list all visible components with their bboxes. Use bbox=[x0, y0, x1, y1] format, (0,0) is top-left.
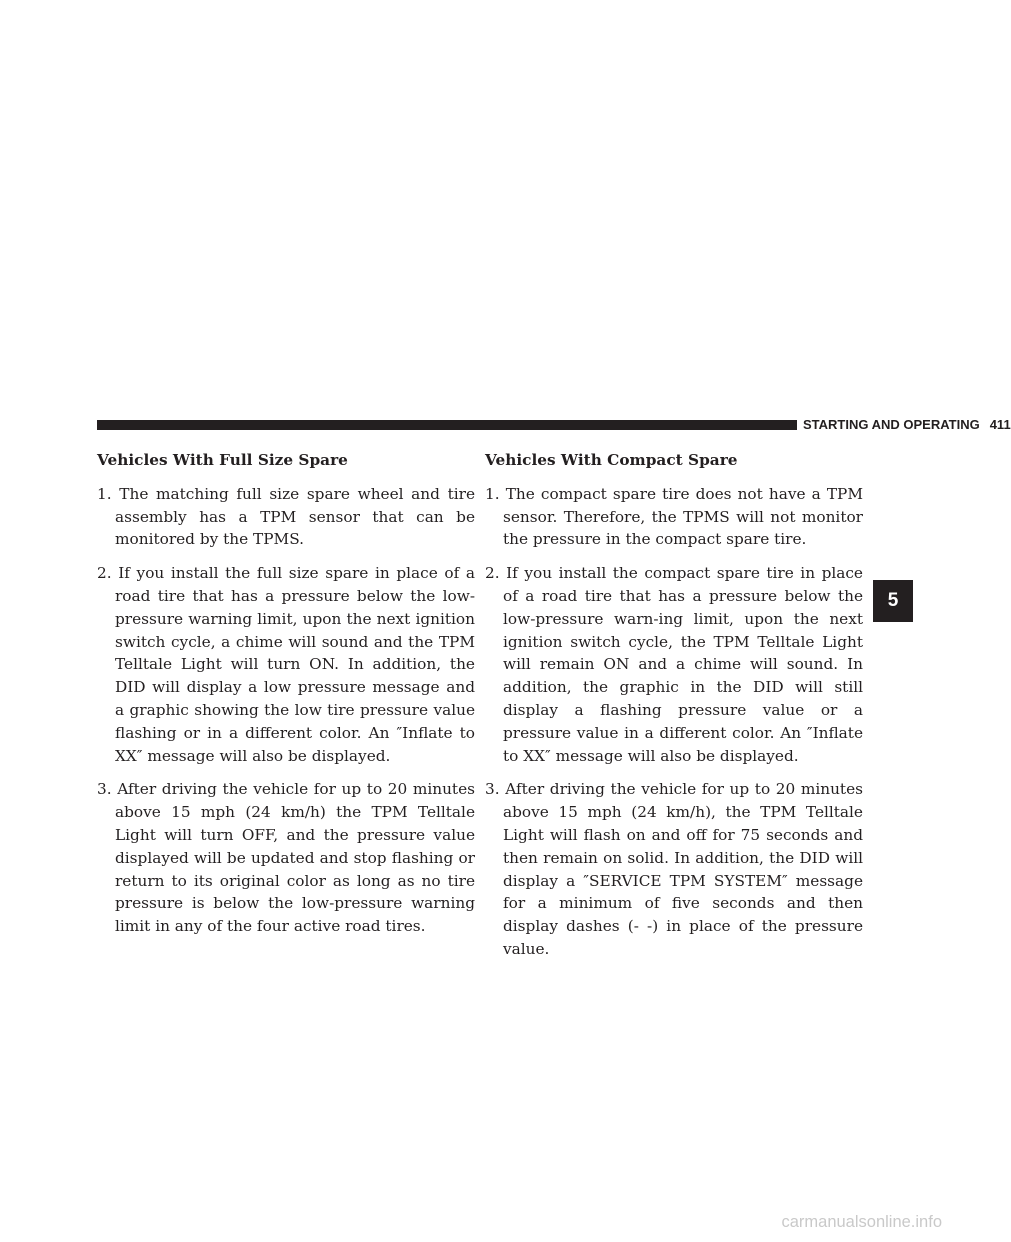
left-column bbox=[97, 449, 475, 949]
compact-spare-list bbox=[485, 483, 863, 961]
list-item bbox=[97, 483, 475, 551]
item-number: 1. bbox=[97, 484, 112, 503]
page-number: 411 bbox=[989, 417, 1011, 432]
list-item bbox=[97, 778, 475, 938]
item-text: If you install the full size spare in place of a road tire that has a pressure below the low-pressure warning limit, upon the next ignition switch cycle, a chime will sound and the TPM Telltale Light will turn ON. In addition, the DID will display a low pressure message and a graphic showing the low tire pressure value flashing or in a different color. An ″Inflate to XX″ message will also be displayed. bbox=[115, 564, 475, 765]
header-rule-bar bbox=[97, 420, 797, 430]
right-column bbox=[485, 449, 863, 972]
list-item bbox=[97, 562, 475, 767]
full-size-spare-heading: Vehicles With Full Size Spare bbox=[97, 451, 348, 469]
section-title: STARTING AND OPERATING bbox=[803, 417, 980, 432]
full-size-spare-list bbox=[97, 483, 475, 938]
running-header bbox=[803, 417, 1011, 433]
item-number: 3. bbox=[485, 780, 500, 799]
item-text: The matching full size spare wheel and tire assembly has a TPM sensor that can be monitored by the TPMS. bbox=[115, 484, 475, 549]
chapter-tab: 5 bbox=[873, 580, 913, 622]
item-number: 3. bbox=[97, 780, 112, 799]
item-text: If you install the compact spare tire in place of a road tire that has a pressure below the low-pressure warn-ing limit, upon the next ignition switch cycle, the TPM Telltale Light will remain ON and a chime will sound. In addition, the graphic in the DID will still display a flashing pressure value or a pressure value in a different color. An ″Inflate to XX″ message will also be displayed. bbox=[503, 564, 863, 765]
item-text: After driving the vehicle for up to 20 minutes above 15 mph (24 km/h) the TPM Telltale Light will turn OFF, and the pressure value displayed will be updated and stop flashing or return to its original color as long as no tire pressure is below the low-pressure warning limit in any of the four active road tires. bbox=[115, 780, 475, 936]
item-number: 2. bbox=[485, 564, 500, 583]
list-item bbox=[485, 778, 863, 960]
list-item bbox=[485, 562, 863, 767]
item-text: The compact spare tire does not have a TPM sensor. Therefore, the TPMS will not monitor the pressure in the compact spare tire. bbox=[503, 484, 863, 549]
item-text: After driving the vehicle for up to 20 minutes above 15 mph (24 km/h), the TPM Telltale Light will flash on and off for 75 seconds and then remain on solid. In addition, the DID will display a ″SERVICE TPM SYSTEM″ message for a minimum of five seconds and then display dashes (- -) in place of the pressure value. bbox=[503, 780, 863, 958]
item-number: 1. bbox=[485, 484, 500, 503]
list-item bbox=[485, 483, 863, 551]
watermark: carmanualsonline.info bbox=[781, 1213, 942, 1231]
item-number: 2. bbox=[97, 564, 112, 583]
compact-spare-heading: Vehicles With Compact Spare bbox=[485, 451, 738, 469]
